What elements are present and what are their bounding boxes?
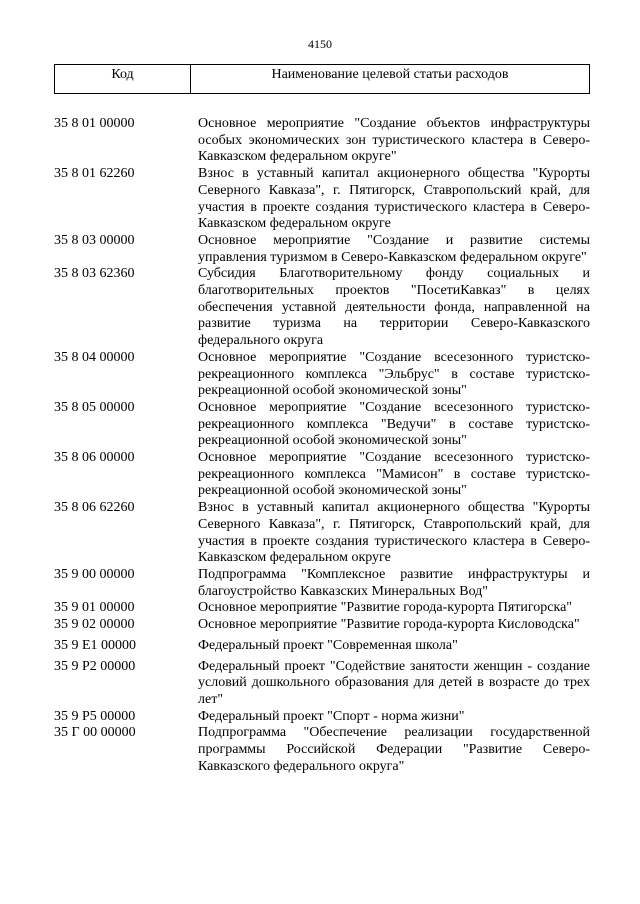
row-name: Взнос в уставный капитал акционерного общества "Курорты Северного Кавказа", г. Пятигорск, Ставропольский край, для участия в проекте создания туристического кластера в Северо-Кавказском федеральном округе: [198, 500, 590, 566]
page-number: 4150: [308, 37, 332, 51]
row-code: 35 Г 00 00000: [54, 725, 136, 741]
row-name: Подпрограмма "Комплексное развитие инфраструктуры и благоустройство Кавказских Минеральных Вод": [198, 566, 590, 599]
row-name: Основное мероприятие "Создание всесезонного туристско-рекреационного комплекса "Ведучи" в составе туристско-рекреационной особой экономической зоны": [198, 399, 590, 449]
row-name: Субсидия Благотворительному фонду социальных и благотворительных проектов "ПосетиКавказ" в целях обеспечения уставной деятельности фонда, направленной на развитие туризма на территории Северо-Кавказского федерального округа: [198, 266, 590, 349]
row-name: Подпрограмма "Обеспечение реализации государственной программы Российской Федерации "Развитие Северо-Кавказского федерального округа": [198, 725, 590, 774]
table-row: [54, 266, 590, 350]
row-name: Федеральный проект "Спорт - норма жизни": [198, 708, 465, 724]
table-row: [54, 725, 590, 775]
row-name: Основное мероприятие "Развитие города-курорта Кисловодска": [198, 617, 580, 633]
row-code: 35 8 03 00000: [54, 232, 135, 248]
table-row: [54, 659, 590, 709]
row-code: 35 9 E1 00000: [54, 637, 137, 653]
row-code: 35 9 P2 00000: [54, 658, 136, 674]
row-code: 35 8 01 00000: [54, 116, 135, 131]
row-name: Основное мероприятие "Создание объектов инфраструктуры особых экономических зон туристического кластера в Северо-Кавказском федеральном округе": [198, 116, 590, 165]
row-name: Взнос в уставный капитал акционерного общества "Курорты Северного Кавказа", г. Пятигорск, Ставропольский край, для участия в проекте создания туристического кластера в Северо-Кавказском федеральном округе: [198, 166, 590, 232]
table-body: [54, 116, 590, 775]
row-code: 35 9 02 00000: [54, 617, 135, 633]
row-name: Основное мероприятие "Развитие города-курорта Пятигорска": [198, 600, 572, 616]
row-name: Федеральный проект "Содействие занятости женщин - создание условий дошкольного образования для детей в возрасте до трех лет": [198, 658, 590, 707]
column-header-code: Код: [55, 65, 191, 93]
row-code: 35 8 03 62360: [54, 266, 135, 282]
table-row: [54, 350, 590, 400]
row-name: Основное мероприятие "Создание и развитие системы управления туризмом в Северо-Кавказском федеральном округе": [198, 232, 590, 265]
row-code: 35 8 05 00000: [54, 399, 135, 415]
table-row: [54, 500, 590, 567]
row-code: 35 8 01 62260: [54, 166, 135, 182]
table-row: [54, 617, 590, 634]
row-name: Основное мероприятие "Создание всесезонного туристско-рекреационного комплекса "Мамисон" в составе туристско-рекреационной особой экономической зоны": [198, 450, 590, 499]
table-header: [54, 64, 590, 94]
table-row: [54, 567, 590, 600]
table-row: [54, 233, 590, 266]
table-row: [54, 709, 590, 726]
table-row: [54, 400, 590, 450]
table-row: [54, 638, 590, 655]
row-code: 35 8 06 62260: [54, 500, 135, 516]
row-code: 35 9 00 00000: [54, 566, 135, 582]
column-header-name: Наименование целевой статьи расходов: [271, 67, 509, 82]
row-name: Федеральный проект "Современная школа": [198, 637, 458, 653]
table-row: [54, 600, 590, 617]
row-name: Основное мероприятие "Создание всесезонного туристско-рекреационного комплекса "Эльбрус" в составе туристско-рекреационной особой экономической зоны": [198, 349, 590, 399]
row-code: 35 9 01 00000: [54, 600, 135, 616]
row-code: 35 9 P5 00000: [54, 708, 136, 724]
row-code: 35 8 06 00000: [54, 450, 135, 466]
table-row: [54, 166, 590, 233]
table-row: [54, 450, 590, 500]
row-code: 35 8 04 00000: [54, 349, 135, 365]
table-row: [54, 116, 590, 166]
